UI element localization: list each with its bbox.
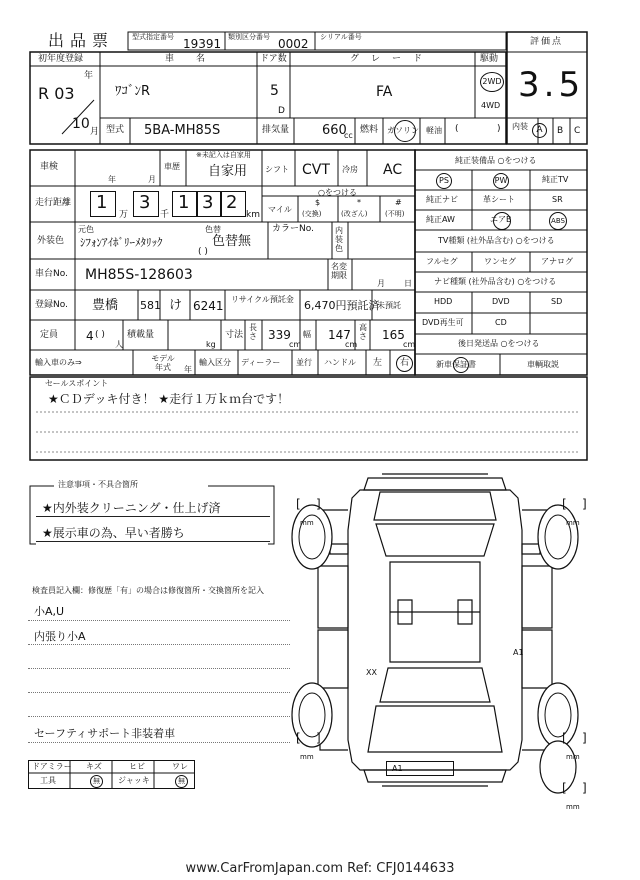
tire-spare-bracket: [ ]	[562, 781, 587, 795]
mileage-km-unit: km	[246, 210, 260, 220]
height-cm-unit: cm	[403, 340, 416, 349]
equip-navi: 純正ナビ	[426, 195, 458, 204]
rename-day-unit: 日	[404, 279, 412, 288]
rename-deadline-label: 名変期限	[331, 262, 347, 280]
cooler-label: 冷房	[342, 165, 358, 174]
month-unit: 月	[90, 127, 100, 137]
equip-aw: 純正AW	[426, 215, 455, 224]
fuel-paren-open: (	[455, 124, 459, 134]
bt-tools-label: 工具	[40, 776, 56, 785]
registration-city: 豊橋	[92, 298, 119, 313]
shaken-month-unit: 月	[148, 175, 156, 184]
tire-rl-bracket: [ ]	[296, 731, 321, 745]
bt-jack-label: ジャッキ	[118, 776, 150, 785]
load-label: 積載量	[127, 330, 155, 340]
mileage-digit-3: 1	[178, 192, 190, 213]
tv-fullseg: フルセグ	[426, 257, 458, 266]
mileage-sen-unit: 千	[160, 210, 170, 220]
class-no-label: 類別区分番号	[228, 33, 270, 41]
fuel-gasoline-circle	[394, 120, 416, 142]
capacity-value: 4	[86, 329, 94, 343]
equip-abs-circled: ABS	[549, 212, 567, 230]
color-no-label: カラーNo.	[272, 224, 314, 234]
tv-analog: アナログ	[541, 257, 573, 266]
tire-rl-mm: mm	[300, 753, 314, 761]
tire-fl-bracket: [ ]	[296, 497, 321, 511]
equip-ps-circled: PS	[436, 173, 452, 189]
load-kg-unit: kg	[206, 340, 216, 349]
import-dealer: ディーラー	[241, 358, 281, 367]
displacement-label: 排気量	[262, 125, 290, 135]
import-division-label: 輸入区分	[199, 358, 231, 367]
notes-line-1: ★内外装クリーニング・仕上げ済	[42, 501, 221, 515]
mileage-digit-4: 3	[202, 192, 214, 213]
bt-tools-value: 無	[90, 775, 103, 788]
mileage-digit-5: 2	[226, 192, 238, 213]
width-cm-unit: cm	[345, 340, 358, 349]
registration-kana: け	[169, 298, 183, 313]
inspector-label: 検査員記入欄：修復歴「有」の場合は修復箇所・交換箇所を記入	[32, 586, 264, 595]
inspector-rule-6	[28, 742, 290, 743]
damage-mark-rear-left: XX	[366, 668, 377, 677]
fuel-diesel: 軽油	[426, 126, 442, 135]
length-cm-unit: cm	[289, 340, 302, 349]
class-no-value: 0002	[278, 37, 309, 51]
displacement-value: 660	[322, 123, 347, 138]
repaint-paren: ( )	[198, 247, 208, 257]
inspector-rule-4	[28, 692, 290, 693]
shaken-year-unit: 年	[108, 175, 116, 184]
damage-mark-rear-bumper: A1	[392, 764, 403, 773]
inspector-rule-3	[28, 668, 290, 669]
width-label: 幅	[303, 330, 311, 339]
drive-4wd: 4WD	[481, 101, 501, 110]
drive-label: 駆動	[480, 54, 499, 64]
interior-label: 内装	[512, 122, 528, 131]
car-body-diagram	[290, 470, 600, 810]
shaken-label: 車検	[40, 162, 59, 172]
damage-mark-box	[386, 761, 454, 776]
navi-dvd-play: DVD再生可	[422, 318, 464, 327]
tv-oneseg: ワンセグ	[484, 257, 516, 266]
tire-spare-mm: mm	[566, 803, 580, 811]
bt-jack-value: 無	[175, 775, 188, 788]
repaint-label: 色替	[205, 225, 221, 234]
import-year-unit: 年	[184, 365, 192, 374]
navi-sd: SD	[551, 297, 563, 306]
height-label: 高さ	[359, 323, 367, 341]
use-label: 車歴	[164, 162, 180, 171]
bt-header-crack: ヒビ	[129, 762, 145, 771]
date-slash	[58, 98, 98, 138]
interior-grade-c: C	[574, 126, 581, 136]
interior-grade-b: B	[557, 126, 564, 136]
fuel-gasoline: ガソリン	[387, 126, 419, 135]
model-label: 型式	[106, 125, 125, 135]
docs-warranty-circle	[453, 357, 469, 373]
type-no-value: 19391	[183, 37, 222, 51]
navi-cd: CD	[495, 318, 507, 327]
navi-type-header: ナビ種類 (社外品含む) ○をつける	[434, 277, 557, 286]
drive-2wd-circled: 2WD	[480, 72, 504, 92]
first-reg-year: R 03	[38, 84, 75, 103]
equip-airbag-circle	[493, 212, 511, 230]
interior-color-label: 内装色	[335, 226, 343, 253]
width-value: 147	[328, 328, 351, 342]
equip-pw-circled: PW	[493, 173, 509, 189]
inspector-line-1: 小A,U	[34, 605, 65, 618]
car-name-label: 車名	[165, 54, 228, 64]
capacity-paren: ( )	[95, 330, 105, 340]
interior-grade-a-circled: A	[532, 123, 547, 138]
chassis-number: MH85S-128603	[85, 267, 193, 283]
year-unit: 年	[84, 71, 94, 81]
registration-number: 6241	[193, 299, 224, 313]
shift-value: CVT	[302, 162, 330, 178]
tire-rr-bracket: [ ]	[562, 731, 587, 745]
orig-color-label: 元色	[78, 225, 94, 234]
length-value: 339	[268, 328, 291, 342]
equip-airbag: エアB	[490, 215, 512, 224]
mileage-circle-note: ○をつける	[318, 188, 357, 197]
mileage-man-unit: 万	[119, 210, 129, 220]
navi-hdd: HDD	[434, 297, 453, 306]
color-label: 外装色	[37, 236, 65, 246]
tv-type-header: TV種類 (社外品含む) ○をつける	[438, 236, 555, 245]
rename-month-unit: 月	[377, 279, 385, 288]
displacement-unit: cc	[344, 131, 353, 140]
capacity-person-unit: 人	[115, 340, 123, 349]
equipment-header: 純正装備品 ○をつける	[455, 156, 537, 165]
cooler-value: AC	[383, 162, 403, 178]
notes-line-2: ★展示車の為、早い者勝ち	[42, 526, 185, 540]
docs-manual: 車輌取説	[527, 360, 559, 369]
grade-label: グレード	[350, 54, 435, 64]
mileage-digit-2: 3	[139, 192, 151, 213]
mileage-tampered-option: *	[357, 198, 361, 207]
fuel-paren-close: )	[497, 124, 501, 134]
repaint-value: 色替無	[212, 234, 252, 249]
inspector-rule-1	[28, 620, 290, 621]
recycle-unpaid: 未預託	[377, 301, 401, 310]
docs-header: 後日発送品 ○をつける	[458, 339, 540, 348]
docs-warranty: 新車保証書	[436, 360, 476, 369]
registration-label: 登録No.	[35, 300, 68, 310]
inspector-line-2: 内張り小A	[34, 630, 86, 643]
registration-class: 581	[140, 299, 161, 312]
grade-value: FA	[376, 84, 393, 100]
height-value: 165	[382, 328, 405, 342]
import-label: 輸入車のみ⇒	[35, 358, 82, 367]
door-type: D	[278, 106, 285, 116]
bt-header-door-mirror: ドアミラー	[32, 762, 72, 771]
inspector-rule-2	[28, 644, 290, 645]
mileage-exchange-option: $	[315, 198, 321, 207]
shift-label: シフト	[265, 165, 289, 174]
equip-leather: 革シート	[483, 195, 515, 204]
inspector-rule-5	[28, 716, 290, 717]
tire-fr-bracket: [ ]	[562, 497, 587, 511]
model-value: 5BA-MH85S	[144, 123, 221, 138]
import-parallel: 並行	[296, 358, 312, 367]
tire-fr-mm: mm	[566, 519, 580, 527]
mileage-unknown-option: #	[395, 198, 402, 207]
mileage-tampered-sub: (改ざん)	[341, 210, 368, 218]
use-value: 自家用	[208, 164, 248, 179]
first-reg-label: 初年度登録	[38, 54, 84, 64]
use-note: ※未記入は自家用	[196, 151, 251, 159]
damage-mark-rear-right: A1	[513, 648, 524, 657]
recycle-label: リサイクル預託金	[231, 295, 294, 304]
length-label: 長さ	[249, 323, 257, 341]
footer-reference: www.CarFromJapan.com Ref: CFJ0144633	[185, 861, 455, 876]
mileage-mile-option: マイル	[268, 205, 292, 214]
recycle-amount: 6,470円預託済	[304, 299, 380, 312]
model-year-label: モデル年式	[151, 354, 175, 372]
serial-label: シリアル番号	[320, 33, 362, 41]
capacity-label: 定員	[40, 330, 59, 340]
mileage-label: 走行距離	[35, 198, 72, 208]
equip-sr: SR	[552, 195, 563, 204]
tire-fl-mm: mm	[300, 519, 314, 527]
navi-dvd: DVD	[492, 297, 510, 306]
notes-label: 注意事項・不具合箇所	[58, 480, 138, 489]
mileage-unknown-sub: (不明)	[385, 210, 405, 218]
mileage-exchange-sub: (交換)	[302, 210, 322, 218]
fuel-label: 燃料	[360, 125, 379, 135]
handle-left: 左	[373, 358, 383, 368]
handle-right-circled: 右	[396, 355, 413, 372]
equip-tv: 純正TV	[542, 175, 569, 184]
doors-label: ドア数	[260, 54, 287, 64]
inspector-line-3: セーフティサポート非装着車	[34, 727, 176, 740]
notes-underline-2	[36, 541, 270, 542]
sales-point-label: セールスポイント	[45, 379, 109, 388]
size-label: 寸法	[225, 330, 244, 340]
car-name: ﾜｺﾞﾝR	[115, 84, 151, 99]
score-value: 3.5	[518, 65, 585, 105]
orig-color-value: ｼﾌｫﾝｱｲﾎﾞﾘｰﾒﾀﾘｯｸ	[80, 236, 163, 249]
handle-label: ハンドル	[324, 358, 356, 367]
bt-header-scratch: キズ	[86, 762, 102, 771]
first-reg-month: 10	[72, 116, 90, 132]
score-label: 評価点	[530, 37, 564, 47]
form-title: 出品票	[48, 31, 115, 50]
type-no-label: 型式指定番号	[132, 33, 174, 41]
chassis-label: 車台No.	[35, 269, 68, 279]
doors-value: 5	[270, 83, 279, 99]
notes-underline-1	[36, 516, 270, 517]
sales-point-line-1: ★ＣＤデッキ付き！ ★走行１万ｋｍ台です！	[48, 392, 290, 406]
bt-header-break: ワレ	[172, 762, 188, 771]
tire-rr-mm: mm	[566, 753, 580, 761]
mileage-digit-1: 1	[96, 192, 108, 213]
